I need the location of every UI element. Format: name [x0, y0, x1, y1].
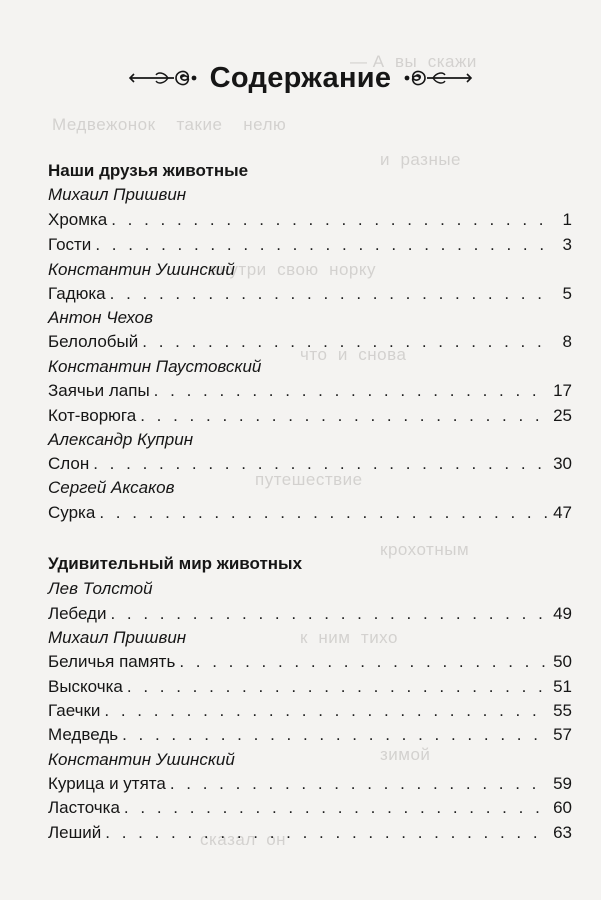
- dot-leader: [105, 822, 549, 844]
- author-name: Константин Паустовский: [48, 357, 262, 376]
- page-title: Содержание: [209, 61, 392, 94]
- toc-header: [0, 56, 601, 100]
- toc-entry: [48, 502, 572, 524]
- dot-leader: [179, 651, 549, 673]
- author-name: Михаил Пришвин: [48, 185, 187, 204]
- page-number: 60: [553, 798, 572, 817]
- dot-leader: [110, 283, 554, 305]
- page-number: 51: [553, 677, 572, 696]
- entry-title: Ласточка: [48, 798, 120, 817]
- dot-leader: [170, 773, 549, 795]
- entry-title: Курица и утята: [48, 774, 166, 793]
- right-ornament-icon: [401, 65, 473, 91]
- entry-title: Медведь: [48, 725, 119, 744]
- toc-entry: [48, 380, 572, 402]
- page-number: 8: [562, 332, 572, 351]
- author-name: Сергей Аксаков: [48, 478, 175, 497]
- page-number: 49: [553, 604, 572, 623]
- page-number: 47: [553, 503, 572, 522]
- dot-leader: [111, 209, 554, 231]
- page-number: 55: [553, 701, 572, 720]
- dot-leader: [122, 724, 549, 746]
- author-name: Лев Толстой: [48, 579, 153, 598]
- dot-leader: [99, 502, 549, 524]
- dot-leader: [154, 380, 549, 402]
- left-ornament-icon: [128, 65, 200, 91]
- dot-leader: [124, 797, 549, 819]
- author-name: Константин Ушинский: [48, 260, 235, 279]
- page-number: 3: [562, 235, 572, 254]
- entry-title: Беличья память: [48, 652, 176, 671]
- page-number: 59: [553, 774, 572, 793]
- entry-title: Леший: [48, 823, 102, 842]
- toc-entry: [48, 724, 572, 746]
- entry-title: Гаечки: [48, 701, 101, 720]
- entry-title: Выскочка: [48, 677, 123, 696]
- page-number: 17: [553, 381, 572, 400]
- dot-leader: [142, 331, 554, 353]
- author-name: Антон Чехов: [48, 308, 153, 327]
- section-heading: Наши друзья животные: [48, 161, 249, 180]
- page-number: 57: [553, 725, 572, 744]
- page-number: 63: [553, 823, 572, 842]
- page-number: 30: [553, 454, 572, 473]
- entry-title: Кот-ворюга: [48, 406, 137, 425]
- toc-entry: [48, 822, 572, 844]
- toc-entry: [48, 676, 572, 698]
- toc-entry: [48, 797, 572, 819]
- author-name: Константин Ушинский: [48, 750, 235, 769]
- entry-title: Хромка: [48, 210, 108, 229]
- entry-title: Лебеди: [48, 604, 107, 623]
- dot-leader: [110, 603, 549, 625]
- entry-title: Гости: [48, 235, 92, 254]
- toc-entry: [48, 773, 572, 795]
- author-name: Михаил Пришвин: [48, 628, 187, 647]
- dot-leader: [104, 700, 549, 722]
- page-number: 5: [562, 284, 572, 303]
- entry-title: Слон: [48, 454, 90, 473]
- toc-entry: [48, 234, 572, 256]
- page-number: 25: [553, 406, 572, 425]
- dot-leader: [140, 405, 549, 427]
- entry-title: Заячьи лапы: [48, 381, 150, 400]
- dot-leader: [95, 234, 554, 256]
- entry-title: Белолобый: [48, 332, 139, 351]
- toc-entry: [48, 405, 572, 427]
- entry-title: Гадюка: [48, 284, 106, 303]
- toc-entry: [48, 209, 572, 231]
- book-page: — А вы скажи Медвежонок такие нелю и разные внутри свою норку что и снова путешествие крохотным к ним тихо зимой сказал он Содержание Наши друзья животные Михаил Пришвин Хромка . . . 1 Гости . . . 3 Константин Ушинский Гадюка . . . 5 Антон Чехов Белолобый . . . 8 Константин Паустовский Заячьи лапы . . . 17 Кот-ворюга . . . 25 Александр Куприн Слон . . . 30 Сергей Аксаков Сурка . . . 47 Удивительный мир животных Лев Толстой Лебеди . . . 49 Михаил Пришвин Беличья память . . . 50 Выскочка . . . 51 Гаечки . . . 55 Медведь . . . 57 Константин Ушинский Курица и утята . . . 59 Ласточка . . . 60 Леший . . . 63: [0, 0, 601, 900]
- entry-title: Сурка: [48, 503, 96, 522]
- toc-entry: [48, 331, 572, 353]
- dot-leader: [127, 676, 549, 698]
- toc-entry: [48, 700, 572, 722]
- toc-entry: [48, 651, 572, 673]
- toc-entry: [48, 453, 572, 475]
- author-name: Александр Куприн: [48, 430, 194, 449]
- dot-leader: [93, 453, 549, 475]
- page-number: 50: [553, 652, 572, 671]
- toc-entry: [48, 283, 572, 305]
- section-heading: Удивительный мир животных: [48, 554, 303, 573]
- page-number: 1: [562, 210, 572, 229]
- toc-entry: [48, 603, 572, 625]
